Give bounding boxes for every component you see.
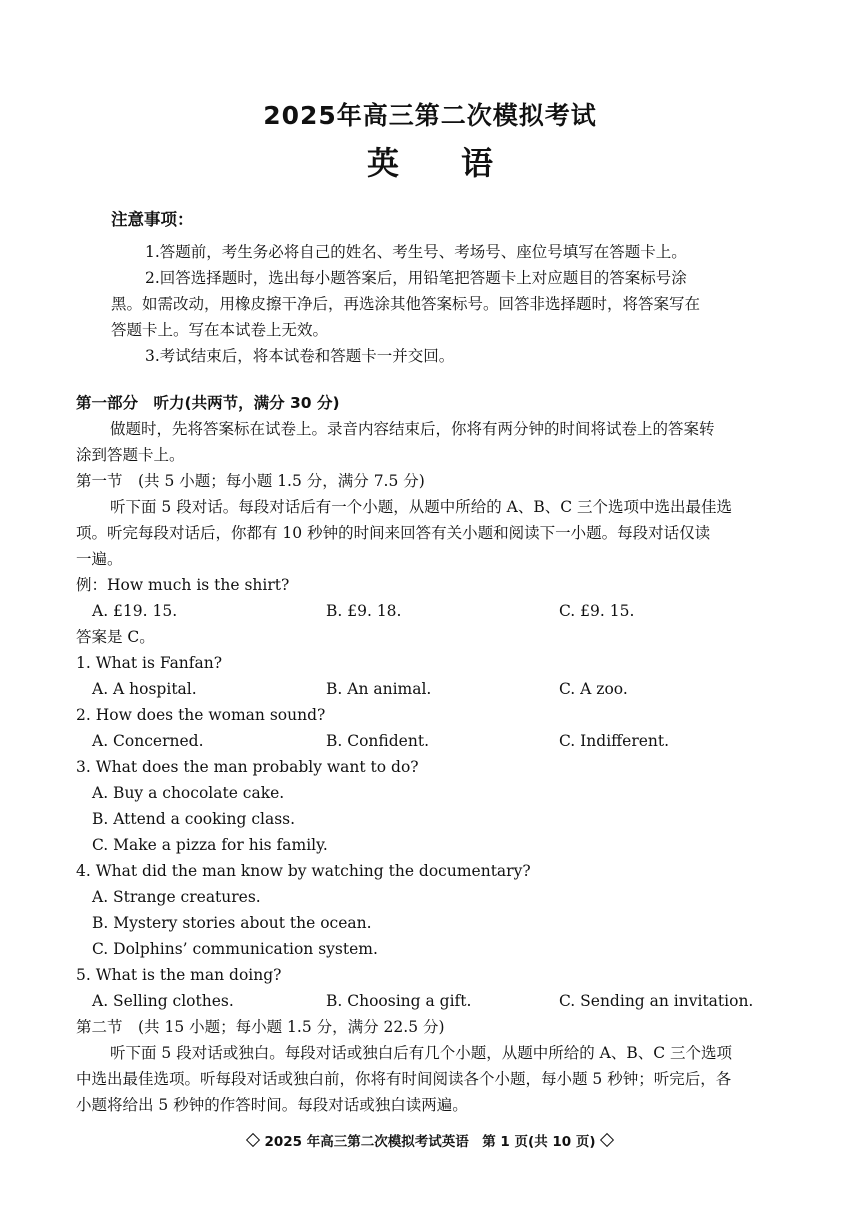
question-4-option-c: C. Dolphins’ communication system. [92, 940, 378, 958]
section1-intro-line-3: 一遍。 [76, 550, 123, 568]
question-2-option-c: C. Indifferent. [559, 732, 670, 750]
notice-item-2-line-1: 2.回答选择题时，选出每小题答案后，用铅笔把答题卡上对应题目的答案标号涂 [145, 269, 687, 287]
page-footer [0, 1130, 860, 1150]
section2-heading: 第二节 (共 15 小题；每小题 1.5 分，满分 22.5 分) [76, 1018, 445, 1036]
question-2-stem: 2. How does the woman sound? [76, 706, 326, 724]
notice-item-1: 1.答题前，考生务必将自己的姓名、考生号、考场号、座位号填写在答题卡上。 [145, 243, 687, 261]
section2-intro-line-2: 中选出最佳选项。听每段对话或独白前，你将有时间阅读各个小题，每小题 5 秒钟；听完后，各 [76, 1070, 732, 1088]
question-3-option-c: C. Make a pizza for his family. [92, 836, 328, 854]
example-question: 例：How much is the shirt? [76, 576, 290, 594]
diamond-left-icon [246, 1133, 260, 1147]
example-answer: 答案是 C。 [76, 628, 155, 646]
section1-heading: 第一节 (共 5 小题；每小题 1.5 分，满分 7.5 分) [76, 472, 425, 490]
question-3-stem: 3. What does the man probably want to do? [76, 758, 419, 776]
question-1-option-c: C. A zoo. [559, 680, 628, 698]
question-5-option-a: A. Selling clothes. [92, 992, 234, 1010]
question-4-stem: 4. What did the man know by watching the documentary? [76, 862, 531, 880]
question-1-option-a: A. A hospital. [92, 680, 197, 698]
example-option-b: B. £9. 18. [326, 602, 402, 620]
footer-text: 2025 年高三第二次模拟考试英语 第 1 页(共 10 页) [264, 1134, 596, 1150]
question-3-option-b: B. Attend a cooking class. [92, 810, 296, 828]
question-2-option-a: A. Concerned. [92, 732, 204, 750]
section2-intro-line-3: 小题将给出 5 秒钟的作答时间。每段对话或独白读两遍。 [76, 1096, 468, 1114]
part1-heading: 第一部分 听力(共两节，满分 30 分) [76, 394, 340, 412]
question-1-stem: 1. What is Fanfan? [76, 654, 223, 672]
question-2-option-b: B. Confident. [326, 732, 429, 750]
exam-title: 2025年高三第二次模拟考试 [263, 101, 597, 130]
part1-intro-line-2: 涂到答题卡上。 [76, 446, 185, 464]
notice-item-2-line-2: 黑。如需改动，用橡皮擦干净后，再选涂其他答案标号。回答非选择题时，将答案写在 [111, 295, 701, 313]
question-4-option-b: B. Mystery stories about the ocean. [92, 914, 372, 932]
example-option-a: A. £19. 15. [92, 602, 178, 620]
section2-intro-line-1: 听下面 5 段对话或独白。每段对话或独白后有几个小题，从题中所给的 A、B、C 三个选项 [110, 1044, 733, 1062]
diamond-right-icon [599, 1133, 613, 1147]
question-3-option-a: A. Buy a chocolate cake. [92, 784, 285, 802]
notice-heading: 注意事项： [111, 210, 194, 229]
part1-intro-line-1: 做题时，先将答案标在试卷上。录音内容结束后，你将有两分钟的时间将试卷上的答案转 [110, 420, 715, 438]
question-5-option-b: B. Choosing a gift. [326, 992, 472, 1010]
question-5-stem: 5. What is the man doing? [76, 966, 282, 984]
notice-item-2-line-3: 答题卡上。写在本试卷上无效。 [111, 321, 329, 339]
subject-title: 英语 [366, 144, 555, 182]
question-4-option-a: A. Strange creatures. [92, 888, 261, 906]
notice-item-3: 3.考试结束后，将本试卷和答题卡一并交回。 [145, 347, 455, 365]
question-1-option-b: B. An animal. [326, 680, 432, 698]
section1-intro-line-1: 听下面 5 段对话。每段对话后有一个小题，从题中所给的 A、B、C 三个选项中选出最佳选 [110, 498, 733, 516]
question-5-option-c: C. Sending an invitation. [559, 992, 754, 1010]
example-option-c: C. £9. 15. [559, 602, 635, 620]
section1-intro-line-2: 项。听完每段对话后，你都有 10 秒钟的时间来回答有关小题和阅读下一小题。每段对话仅读 [76, 524, 711, 542]
